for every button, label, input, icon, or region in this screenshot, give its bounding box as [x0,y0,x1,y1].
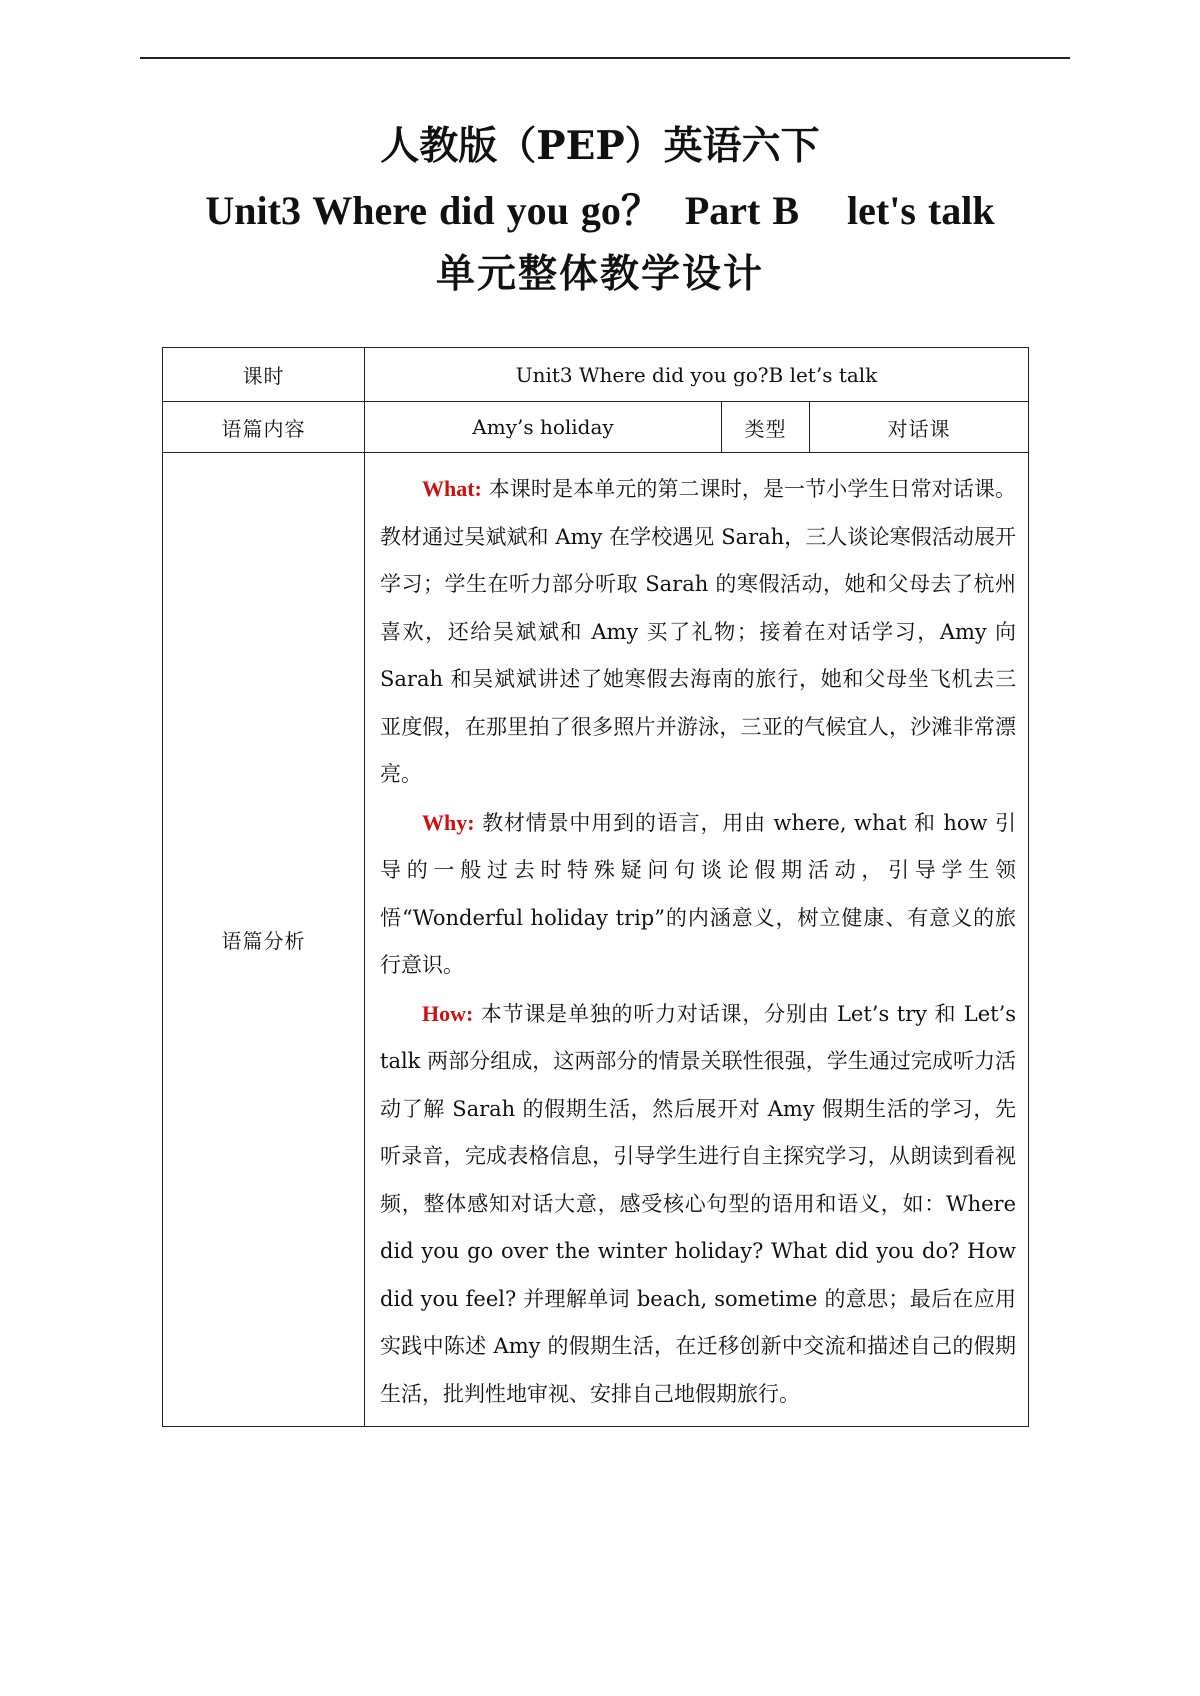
lesson-value-cell: Unit3 Where did you go?B let’s talk [365,348,1029,402]
why-paragraph [380,799,1016,990]
table-row [163,348,1029,402]
doc-title-line2: Unit3 Where did you go？ Part B let's talk [205,188,995,233]
content-label-cell: 语篇内容 [163,402,365,453]
how-paragraph [380,990,1016,1419]
header-rule [140,57,1070,59]
table-row [163,453,1029,1427]
doc-title-line1: 人教版（PEP）英语六下 [380,123,820,169]
why-text: 教材情景中用到的语言，用由 where, what 和 how 引导的一般过去时特殊疑问句谈论假期活动，引导学生领悟“Wonderful holiday trip”的内涵意义，树立健康、有意义的旅行意识。 [380,810,1017,977]
table-row [163,402,1029,453]
what-text: 本课时是本单元的第二课时，是一节小学生日常对话课。教材通过吴斌斌和 Amy 在学校遇见 Sarah，三人谈论寒假活动展开学习；学生在听力部分听取 Sarah 的寒假活动，她和父母去了杭州喜欢，还给吴斌斌和 Amy 买了礼物；接着在对话学习，Amy 向 Sarah 和吴斌斌讲述了她寒假去海南的旅行，她和父母坐飞机去三亚度假，在那里拍了很多照片并游泳，三亚的气候宜人，沙滩非常漂亮。 [380,477,1017,786]
analysis-content-cell [365,453,1029,1427]
why-key: Why: [422,809,475,835]
what-key: What: [422,476,482,501]
doc-title-line3: 单元整体教学设计 [435,251,764,297]
what-paragraph [380,465,1016,799]
how-text: 本节课是单独的听力对话课，分别由 Let’s try 和 Let’s talk 两部分组成，这两部分的情景关联性很强，学生通过完成听力活动了解 Sarah 的假期生活，然后展开对 Amy 假期生活的学习，先听录音，完成表格信息，引导学生进行自主探究学习，从朗读到看视频，整体感知对话大意，感受核心句型的语用和语义，如：Where did you go over the winter holiday? What did you do? How did you feel? 并理解单词 beach, sometime 的意思；最后在应用实践中陈述 Amy 的假期生活，在迁移创新中交流和描述自己的假期生活，批判性地审视、安排自己地假期旅行。 [380,1001,1017,1406]
content-value-cell: Amy’s holiday [365,402,722,453]
analysis-label-cell: 语篇分析 [163,453,365,1427]
type-value-cell: 对话课 [810,402,1029,453]
lesson-label-cell: 课时 [163,348,365,402]
how-key: How: [422,1000,474,1026]
lesson-design-table [162,347,1029,1427]
type-label-cell: 类型 [722,402,810,453]
